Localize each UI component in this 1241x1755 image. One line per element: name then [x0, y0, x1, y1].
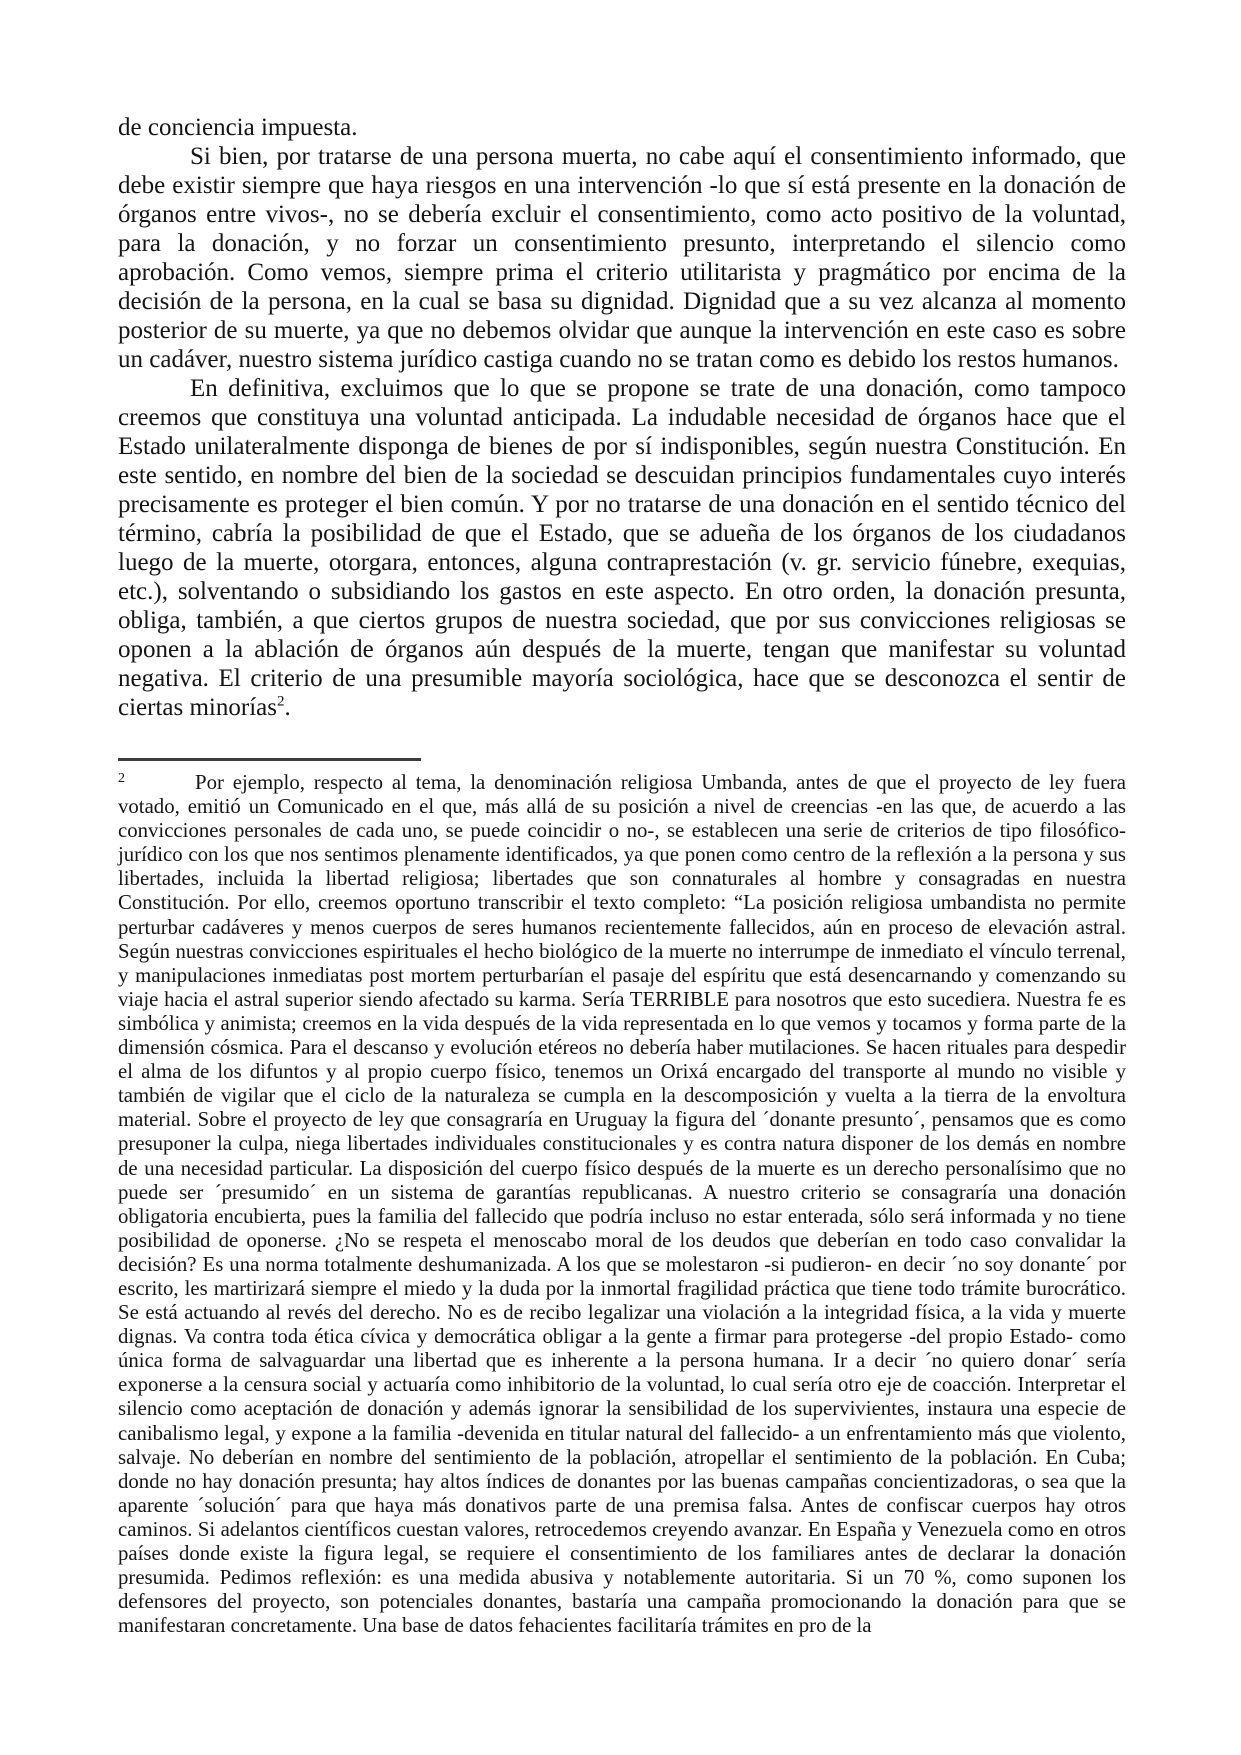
- paragraph-text: En definitiva, excluimos que lo que se propone se trate de una donación, como tampoco creemos que constituya una voluntad anticipada. La indudable necesidad de órganos hace que el Estado unilateralmente disponga de bienes de por sí indisponibles, según nuestra Constitución. En este sentido, en nombre del bien de la sociedad se descuidan principios fundamentales cuyo interés precisamente es proteger el bien común. Y por no tratarse de una donación en el sentido técnico del término, cabría la posibilidad de que el Estado, que se adueña de los órganos de los ciudadanos luego de la muerte, otorgara, entonces, alguna contraprestación (v. gr. servicio fúnebre, exequias, etc.), solventando o subsidiando los gastos en este aspecto. En otro orden, la donación presunta, obliga, también, a que ciertos grupos de nuestra sociedad, que por sus convicciones religiosas se oponen a la ablación de órganos aún después de la muerte, tengan que manifestar su voluntad negativa. El criterio de una presumible mayoría sociológica, hace que se desconozca el sentir de ciertas minorías: [118, 375, 1126, 721]
- footnote-number: 2: [118, 771, 125, 786]
- paragraph-continuation: de conciencia impuesta.: [118, 114, 358, 141]
- paragraph-text-after-reference: .: [284, 694, 291, 721]
- footnote-reference: 2: [276, 693, 285, 710]
- paragraph: Si bien, por tratarse de una persona muerta, no cabe aquí el consentimiento informado, que debe existir siempre que haya riesgos en una intervención -lo que sí está presente en la donación de órganos entre vivos-, no se debería excluir el consentimiento, como acto positivo de la voluntad, para la donación, y no forzar un consentimiento presunto, interpretando el silencio como aprobación. Como vemos, siempre prima el criterio utilitarista y pragmático por encima de la decisión de la persona, en la cual se basa su dignidad. Dignidad que a su vez alcanza al momento posterior de su muerte, ya que no debemos olvidar que aunque la intervención en este caso es sobre un cadáver, nuestro sistema jurídico castiga cuando no se tratan como es debido los restos humanos.: [118, 143, 1126, 373]
- paragraph: [118, 374, 1126, 722]
- footnote-text: Por ejemplo, respecto al tema, la denominación religiosa Umbanda, antes de que el proyecto de ley fuera votado, emitió un Comunicado en el que, más allá de su posición a nivel de creencias -en las que, de acuerdo a las convicciones personales de cada uno, se puede coincidir o no-, se establecen una serie de criterios de tipo filosófico-jurídico con los que nos sentimos plenamente identificados, ya que ponen como centro de la reflexión a la persona y sus libertades, incluida la libertad religiosa; libertades que son connaturales al hombre y consagradas en nuestra Constitución. Por ello, creemos oportuno transcribir el texto completo: “La posición religiosa umbandista no permite perturbar cadáveres y menos cuerpos de seres humanos recientemente fallecidos, aún en proceso de elevación astral. Según nuestras convicciones espirituales el hecho biológico de la muerte no interrumpe de inmediato el vínculo terrenal, y manipulaciones inmediatas post mortem perturbarían el pasaje del espíritu que está desencarnando y comenzando su viaje hacia el astral superior siendo afectado su karma. Sería TERRIBLE para nosotros que esto sucediera. Nuestra fe es simbólica y animista; creemos en la vida después de la vida representada en lo que vemos y tocamos y forma parte de la dimensión cósmica. Para el descanso y evolución etéreos no debería haber mutilaciones. Se hacen rituales para despedir el alma de los difuntos y al propio cuerpo físico, tenemos un Orixá encargado del transporte al mundo no visible y también de vigilar que el ciclo de la naturaleza se cumpla en la descomposición y vuelta a la tierra de la envoltura material. Sobre el proyecto de ley que consagraría en Uruguay la figura del ´donante presunto´, pensamos que es como presuponer la culpa, niega libertades individuales constitucionales y es contra natura disponer de los demás en nombre de una necesidad particular. La disposición del cuerpo físico después de la muerte es un derecho personalísimo que no puede ser ´presumido´ en un sistema de garantías republicanas. A nuestro criterio se consagraría una donación obligatoria encubierta, pues la familia del fallecido que podría incluso no estar enterada, sólo será informada y no tiene posibilidad de oponerse. ¿No se respeta el menoscabo moral de los deudos que deberían en todo caso convalidar la decisión? Es una norma totalmente deshumanizada. A los que se molestaron -si pudieron- en decir ´no soy donante´ por escrito, les martirizará siempre el miedo y la duda por la inmortal fragilidad práctica que tiene todo trámite burocrático. Se está actuando al revés del derecho. No es de recibo legalizar una violación a la integridad física, a la vida y muerte dignas. Va contra toda ética cívica y democrática obligar a la gente a firmar para protegerse -del propio Estado- como única forma de salvaguardar una libertad que es inherente a la persona humana. Ir a decir ´no quiero donar´ sería exponerse a la censura social y actuaría como inhibitorio de la voluntad, lo cual sería otro eje de coacción. Interpretar el silencio como aceptación de donación y además ignorar la sensibilidad de los supervivientes, instaura una especie de canibalismo legal, y expone a la familia -devenida en titular natural del fallecido- a un enfrentamiento más que violento, salvaje. No deberían en nombre del sentimiento de la población, atropellar el sentimiento de la población. En Cuba; donde no hay donación presunta; hay altos índices de donantes por las buenas campañas concientizadoras, o sea que la aparente ´solución´ para que haya más donativos parte de una premisa falsa. Antes de confiscar cuerpos hay otros caminos. Si adelantos científicos cuestan valores, retrocedemos creyendo avanzar. En España y Venezuela como en otros países donde existe la figura legal, se requiere el consentimiento de los familiares antes de declarar la donación presumida. Pedimos reflexión: es una medida abusiva y notablemente autoritaria. Si un 70 %, como suponen los defensores del proyecto, son potenciales donantes, bastaría una campaña promocionando la donación para que se manifestaran concretamente. Una base de datos fehacientes facilitaría trámites en pro de la: [118, 771, 1126, 1638]
- main-text-block: [118, 113, 1126, 722]
- footnote-area: [118, 771, 1126, 1638]
- footnote-separator-rule: [118, 758, 421, 761]
